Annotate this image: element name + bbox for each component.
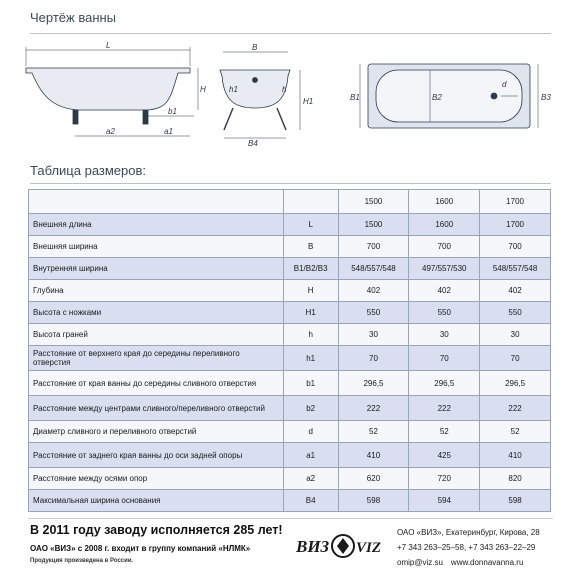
contact-web xyxy=(397,558,523,567)
parameter-value: 720 xyxy=(409,468,480,490)
parameter-value: 52 xyxy=(480,421,551,443)
dim-label-d: d xyxy=(502,80,507,89)
parameter-symbol: a2 xyxy=(283,468,338,490)
parameter-value: 70 xyxy=(338,346,409,371)
table-row xyxy=(29,214,551,236)
table-row xyxy=(29,443,551,468)
parameter-symbol: b1 xyxy=(283,371,338,396)
dim-label-a1: a1 xyxy=(164,127,173,136)
parameter-value: 550 xyxy=(338,302,409,324)
parameter-symbol: L xyxy=(283,214,338,236)
parameter-value: 296,5 xyxy=(409,371,480,396)
dim-label-B2: B2 xyxy=(432,93,442,102)
dimensions-table xyxy=(28,189,551,512)
parameter-name: Высота с ножками xyxy=(29,302,284,324)
contact-address: ОАО «ВИЗ», Екатеринбург, Кирова, 28 xyxy=(397,528,540,537)
parameter-name: Внешняя ширина xyxy=(29,236,284,258)
parameter-name: Глубина xyxy=(29,280,284,302)
parameter-name: Расстояние от верхнего края до середины переливного отверстия xyxy=(29,346,284,371)
parameter-value: 548/557/548 xyxy=(480,258,551,280)
table-divider xyxy=(30,183,551,184)
contact-email[interactable]: omip@viz.su xyxy=(397,558,443,567)
table-row xyxy=(29,302,551,324)
contact-phones: +7 343 263–25–58, +7 343 263–22–29 xyxy=(397,543,536,552)
dim-label-B1: B1 xyxy=(350,93,360,102)
parameter-value: 548/557/548 xyxy=(338,258,409,280)
dim-label-B3: B3 xyxy=(541,93,551,102)
parameter-value: 296,5 xyxy=(480,371,551,396)
parameter-symbol: H1 xyxy=(283,302,338,324)
parameter-value: 550 xyxy=(409,302,480,324)
parameter-name: Высота граней xyxy=(29,324,284,346)
top-view-drawing xyxy=(350,64,551,128)
parameter-value: 820 xyxy=(480,468,551,490)
parameter-name: Расстояние от заднего края ванны до оси задней опоры xyxy=(29,443,284,468)
parameter-name: Диаметр сливного и переливного отверстий xyxy=(29,421,284,443)
parameter-name: Внутренняя ширина xyxy=(29,258,284,280)
table-row xyxy=(29,280,551,302)
parameter-symbol: h xyxy=(283,324,338,346)
parameter-value: 550 xyxy=(480,302,551,324)
parameter-value: 222 xyxy=(338,396,409,421)
table-row xyxy=(29,236,551,258)
parameter-value: 30 xyxy=(409,324,480,346)
table-row xyxy=(29,396,551,421)
parameter-symbol: B xyxy=(283,236,338,258)
parameter-value: 30 xyxy=(480,324,551,346)
parameter-value: 52 xyxy=(338,421,409,443)
parameter-name: Расстояние между центрами сливного/переливного отверстий xyxy=(29,396,284,421)
header-cell-model: 1500 xyxy=(338,190,409,214)
dim-label-b1: b1 xyxy=(168,107,177,116)
parameter-name: Расстояние между осями опор xyxy=(29,468,284,490)
dim-label-h1: h1 xyxy=(229,85,238,94)
parameter-value: 1700 xyxy=(480,214,551,236)
parameter-name: Максимальная ширина основания xyxy=(29,490,284,512)
svg-text:VIZ: VIZ xyxy=(356,540,382,556)
table-header-row xyxy=(29,190,551,214)
footer-production-note: Продукция произведена в России. xyxy=(30,558,134,564)
dim-label-H1: H1 xyxy=(303,97,314,106)
parameter-value: 410 xyxy=(338,443,409,468)
header-cell-empty xyxy=(283,190,338,214)
parameter-value: 296,5 xyxy=(338,371,409,396)
parameter-value: 70 xyxy=(409,346,480,371)
dim-label-B: B xyxy=(252,43,258,52)
dim-label-a2: a2 xyxy=(106,127,115,136)
parameter-value: 410 xyxy=(480,443,551,468)
bathtub-drawings xyxy=(18,40,566,148)
parameter-name: Расстояние от края ванны до середины сливного отверстия xyxy=(29,371,284,396)
parameter-value: 52 xyxy=(409,421,480,443)
footer-divider xyxy=(28,518,553,519)
table-row xyxy=(29,324,551,346)
table-row xyxy=(29,346,551,371)
parameter-symbol: B4 xyxy=(283,490,338,512)
parameter-symbol: B1/B2/B3 xyxy=(283,258,338,280)
parameter-value: 70 xyxy=(480,346,551,371)
parameter-value: 598 xyxy=(480,490,551,512)
table-row xyxy=(29,421,551,443)
parameter-value: 1500 xyxy=(338,214,409,236)
parameter-value: 620 xyxy=(338,468,409,490)
parameter-value: 497/557/530 xyxy=(409,258,480,280)
drawing-divider xyxy=(30,33,551,34)
parameter-value: 402 xyxy=(409,280,480,302)
table-row xyxy=(29,371,551,396)
table-row xyxy=(29,490,551,512)
parameter-value: 402 xyxy=(338,280,409,302)
parameter-value: 598 xyxy=(338,490,409,512)
parameter-symbol: h1 xyxy=(283,346,338,371)
parameter-value: 1600 xyxy=(409,214,480,236)
parameter-name: Внешняя длина xyxy=(29,214,284,236)
parameter-value: 222 xyxy=(480,396,551,421)
parameter-value: 222 xyxy=(409,396,480,421)
header-cell-model: 1600 xyxy=(409,190,480,214)
header-cell-empty xyxy=(29,190,284,214)
parameter-symbol: b2 xyxy=(283,396,338,421)
dim-label-H: H xyxy=(200,85,206,94)
parameter-value: 402 xyxy=(480,280,551,302)
dim-label-B4: B4 xyxy=(248,139,258,148)
dim-label-L: L xyxy=(106,41,111,50)
parameter-value: 594 xyxy=(409,490,480,512)
drawing-heading: Чертёж ванны xyxy=(30,10,117,25)
dim-label-h: h xyxy=(282,85,287,94)
parameter-value: 30 xyxy=(338,324,409,346)
parameter-symbol: a1 xyxy=(283,443,338,468)
table-heading: Таблица размеров: xyxy=(30,163,147,178)
parameter-symbol: H xyxy=(283,280,338,302)
header-cell-model: 1700 xyxy=(480,190,551,214)
parameter-value: 425 xyxy=(409,443,480,468)
parameter-symbol: d xyxy=(283,421,338,443)
parameter-value: 700 xyxy=(338,236,409,258)
table-row xyxy=(29,468,551,490)
contact-website[interactable]: www.donnavanna.ru xyxy=(450,558,524,567)
parameter-value: 700 xyxy=(480,236,551,258)
viz-logo xyxy=(296,526,384,566)
side-view-drawing xyxy=(26,41,206,136)
table-row xyxy=(29,258,551,280)
svg-text:ВИЗ: ВИЗ xyxy=(296,537,330,556)
footer-subline: ОАО «ВИЗ» с 2008 г. входит в группу компаний «НЛМК» xyxy=(30,544,251,553)
parameter-value: 700 xyxy=(409,236,480,258)
footer-headline: В 2011 году заводу исполняется 285 лет! xyxy=(30,523,283,537)
end-view-drawing xyxy=(220,43,313,148)
